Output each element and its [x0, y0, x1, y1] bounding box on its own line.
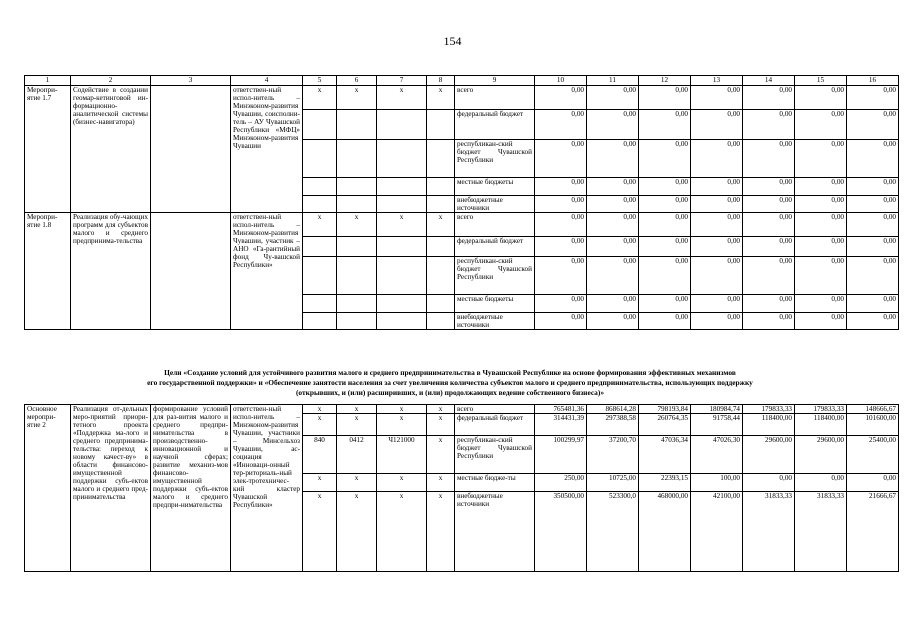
- table-row: [25, 405, 899, 414]
- funding-source: местные бюджеты: [455, 295, 535, 313]
- col-header: 16: [847, 76, 899, 86]
- budget-code-cell: x: [427, 474, 455, 492]
- funding-value: 0,00: [587, 295, 639, 313]
- funding-value: 297388,58: [587, 414, 639, 436]
- funding-value: 0,00: [639, 237, 691, 257]
- funding-value: 0,00: [639, 257, 691, 295]
- funding-value: 100299,97: [535, 436, 587, 474]
- program-table-bottom: [24, 404, 899, 572]
- col-header: 4: [231, 76, 303, 86]
- budget-code-cell: x: [427, 414, 455, 436]
- funding-value: 0,00: [587, 237, 639, 257]
- funding-value: 250,00: [535, 474, 587, 492]
- funding-value: 0,00: [795, 313, 847, 330]
- budget-code-cell: [303, 295, 337, 313]
- funding-value: 350500,00: [535, 492, 587, 572]
- funding-value: 0,00: [847, 110, 899, 140]
- budget-code-cell: x: [303, 414, 337, 436]
- funding-value: 0,00: [535, 178, 587, 196]
- budget-code-cell: [427, 257, 455, 295]
- measure-responsible: ответствен-ный испол-нитель – Минэконом-развития Чувашии, участники – Минсельхоз Чувашии, ас-социация «Инноваци-онный тер-риториаль-ный элек-тротехничес-кий кластер Чувашской Республики»: [231, 405, 303, 572]
- measure-task: [151, 213, 231, 330]
- funding-value: 148666,67: [847, 405, 899, 414]
- funding-value: 0,00: [743, 474, 795, 492]
- funding-value: 0,00: [535, 86, 587, 110]
- funding-value: 0,00: [535, 110, 587, 140]
- funding-value: 0,00: [691, 295, 743, 313]
- measure-name: Основное меропри-ятие 2: [25, 405, 71, 572]
- funding-value: 0,00: [795, 237, 847, 257]
- funding-value: 0,00: [847, 474, 899, 492]
- funding-value: 0,00: [743, 237, 795, 257]
- col-header: 13: [691, 76, 743, 86]
- funding-value: 179833,33: [743, 405, 795, 414]
- budget-code-cell: x: [377, 405, 427, 414]
- funding-value: 0,00: [743, 213, 795, 237]
- budget-code-cell: x: [427, 86, 455, 110]
- goal-line: его государственной поддержки» и «Обеспечение занятости населения за счет увеличения количества субъектов малого и среднего предпринимательства, использующих поддержку: [147, 378, 753, 387]
- budget-code-cell: x: [427, 492, 455, 572]
- budget-code-cell: [337, 295, 377, 313]
- measure-task: [151, 86, 231, 213]
- funding-value: 100,00: [691, 474, 743, 492]
- funding-value: 37200,70: [587, 436, 639, 474]
- funding-source: внебюджетные источники: [455, 313, 535, 330]
- budget-code-cell: [427, 110, 455, 140]
- budget-code-cell: [337, 237, 377, 257]
- funding-value: 0,00: [691, 178, 743, 196]
- funding-value: 0,00: [639, 140, 691, 178]
- funding-value: 0,00: [847, 237, 899, 257]
- budget-code-cell: [377, 178, 427, 196]
- budget-code-cell: [303, 178, 337, 196]
- budget-code-cell: [337, 257, 377, 295]
- budget-code-cell: [427, 237, 455, 257]
- budget-code-cell: x: [303, 492, 337, 572]
- funding-value: 0,00: [847, 295, 899, 313]
- budget-code-cell: x: [427, 405, 455, 414]
- funding-value: 0,00: [691, 140, 743, 178]
- goal-heading: [40, 368, 860, 398]
- funding-source: федеральный бюджет: [455, 237, 535, 257]
- funding-value: 0,00: [691, 86, 743, 110]
- budget-code-cell: [303, 313, 337, 330]
- funding-value: 29600,00: [743, 436, 795, 474]
- funding-source: внебюджетные источники: [455, 492, 535, 572]
- funding-value: 260764,35: [639, 414, 691, 436]
- funding-source: федеральный бюджет: [455, 414, 535, 436]
- measure-description: Содействие в создании геомар-кетинговой ин-формационно-аналитической системы (бизнес-навигатора): [71, 86, 151, 213]
- funding-value: 10725,00: [587, 474, 639, 492]
- funding-value: 468000,00: [639, 492, 691, 572]
- funding-value: 47036,34: [639, 436, 691, 474]
- measure-1-8: [25, 213, 899, 330]
- funding-value: 0,00: [587, 196, 639, 213]
- measure-name: Меропри-ятие 1.7: [25, 86, 71, 213]
- funding-value: 0,00: [587, 110, 639, 140]
- budget-code-cell: [337, 140, 377, 178]
- funding-value: 0,00: [847, 86, 899, 110]
- funding-value: 314431,39: [535, 414, 587, 436]
- budget-code-cell: x: [427, 213, 455, 237]
- funding-value: 31833,33: [743, 492, 795, 572]
- funding-value: 0,00: [587, 257, 639, 295]
- budget-code-cell: x: [377, 86, 427, 110]
- col-header: 14: [743, 76, 795, 86]
- funding-value: 0,00: [587, 140, 639, 178]
- funding-value: 180984,74: [691, 405, 743, 414]
- header-row: [25, 76, 899, 86]
- funding-value: 0,00: [587, 213, 639, 237]
- budget-code-cell: x: [337, 474, 377, 492]
- funding-value: 118400,00: [743, 414, 795, 436]
- funding-value: 42100,00: [691, 492, 743, 572]
- funding-value: 47026,30: [691, 436, 743, 474]
- budget-code-cell: 840: [303, 436, 337, 474]
- budget-code-cell: [377, 295, 427, 313]
- budget-code-cell: x: [337, 213, 377, 237]
- funding-value: 0,00: [847, 178, 899, 196]
- funding-source: всего: [455, 213, 535, 237]
- funding-value: 0,00: [795, 474, 847, 492]
- budget-code-cell: [303, 257, 337, 295]
- col-header: 5: [303, 76, 337, 86]
- funding-value: 0,00: [639, 86, 691, 110]
- col-header: 7: [377, 76, 427, 86]
- funding-value: 0,00: [587, 313, 639, 330]
- funding-value: 0,00: [847, 213, 899, 237]
- table-row: [25, 86, 899, 110]
- budget-code-cell: x: [303, 474, 337, 492]
- col-header: 15: [795, 76, 847, 86]
- funding-value: 179833,33: [795, 405, 847, 414]
- budget-code-cell: x: [303, 405, 337, 414]
- funding-value: 0,00: [795, 257, 847, 295]
- funding-value: 0,00: [535, 237, 587, 257]
- funding-value: 21666,67: [847, 492, 899, 572]
- funding-value: 0,00: [535, 213, 587, 237]
- funding-value: 0,00: [743, 313, 795, 330]
- funding-value: 0,00: [691, 196, 743, 213]
- budget-code-cell: [303, 110, 337, 140]
- budget-code-cell: x: [377, 474, 427, 492]
- budget-code-cell: [377, 257, 427, 295]
- funding-value: 0,00: [795, 213, 847, 237]
- measure-responsible: ответствен-ный испол-нитель – Минэконом-развития Чувашии, участник – АНО «Га-рантийный фонд Чу-вашской Республики»: [231, 213, 303, 330]
- funding-value: 0,00: [587, 86, 639, 110]
- funding-source: республикан-ский бюджет Чувашской Республики: [455, 140, 535, 178]
- budget-code-cell: [427, 178, 455, 196]
- table-row: [25, 213, 899, 237]
- measure-description: Реализация обу-чающих программ для субъектов малого и среднего предпринима-тельства: [71, 213, 151, 330]
- budget-code-cell: [377, 237, 427, 257]
- budget-code-cell: x: [337, 414, 377, 436]
- funding-value: 0,00: [847, 257, 899, 295]
- budget-code-cell: [377, 313, 427, 330]
- funding-value: 0,00: [795, 110, 847, 140]
- measure-task: формирование условий для раз-вития малого и среднего предпри-нимательства в производственно-инновационной и научной сферах; развитие механиз-мов финансово-имущественной поддержки субъ-ектов малого и среднего предпри-нимательства: [151, 405, 231, 572]
- budget-code-cell: [337, 313, 377, 330]
- funding-value: 0,00: [743, 110, 795, 140]
- funding-value: 0,00: [743, 295, 795, 313]
- funding-value: 0,00: [535, 257, 587, 295]
- page-number: 154: [443, 34, 462, 48]
- budget-code-cell: [377, 110, 427, 140]
- funding-value: 0,00: [639, 213, 691, 237]
- funding-value: 0,00: [587, 178, 639, 196]
- col-header: 1: [25, 76, 71, 86]
- budget-code-cell: x: [303, 86, 337, 110]
- funding-value: 0,00: [639, 295, 691, 313]
- funding-value: 0,00: [743, 86, 795, 110]
- budget-code-cell: x: [337, 86, 377, 110]
- budget-code-cell: x: [337, 492, 377, 572]
- measure-description: Реализация от-дельных меро-приятий приори-тетного проекта «Поддержка ма-лого и среднего предпринима-тельства: переход к новому качест-ву» в области финансово-имущественной поддержки субъ-ектов малого и среднего пред-принимательства: [71, 405, 151, 572]
- funding-value: 0,00: [639, 110, 691, 140]
- measure-1-7: [25, 86, 899, 213]
- funding-value: 29600,00: [795, 436, 847, 474]
- funding-value: 118400,00: [795, 414, 847, 436]
- funding-source: местные бюдже-ты: [455, 474, 535, 492]
- budget-code-cell: [427, 196, 455, 213]
- budget-code-cell: x: [377, 414, 427, 436]
- budget-code-cell: [337, 110, 377, 140]
- funding-value: 0,00: [535, 140, 587, 178]
- funding-value: 798193,84: [639, 405, 691, 414]
- budget-code-cell: x: [303, 213, 337, 237]
- funding-source: всего: [455, 86, 535, 110]
- budget-code-cell: [303, 196, 337, 213]
- budget-code-cell: x: [337, 405, 377, 414]
- budget-code-cell: [337, 178, 377, 196]
- budget-code-cell: x: [377, 492, 427, 572]
- funding-value: 0,00: [795, 140, 847, 178]
- funding-value: 0,00: [795, 295, 847, 313]
- budget-code-cell: [427, 313, 455, 330]
- budget-code-cell: [337, 196, 377, 213]
- budget-code-cell: [377, 196, 427, 213]
- funding-value: 0,00: [639, 178, 691, 196]
- col-header: 6: [337, 76, 377, 86]
- funding-value: 868614,28: [587, 405, 639, 414]
- funding-source: местные бюджеты: [455, 178, 535, 196]
- funding-value: 0,00: [795, 196, 847, 213]
- funding-value: 22393,15: [639, 474, 691, 492]
- funding-value: 0,00: [743, 140, 795, 178]
- funding-value: 0,00: [691, 257, 743, 295]
- col-header: 12: [639, 76, 691, 86]
- funding-value: 0,00: [639, 196, 691, 213]
- funding-value: 523300,0: [587, 492, 639, 572]
- funding-value: 0,00: [535, 313, 587, 330]
- goal-line: (открывших, и (или) расширивших, и (или) продолжающих ведение собственного бизнеса)»: [295, 388, 605, 397]
- funding-value: 0,00: [639, 313, 691, 330]
- funding-value: 91758,44: [691, 414, 743, 436]
- funding-value: 101600,00: [847, 414, 899, 436]
- col-header: 9: [455, 76, 535, 86]
- budget-code-cell: Ч121000: [377, 436, 427, 474]
- budget-code-cell: x: [377, 213, 427, 237]
- funding-source: республикан-ский бюджет Чувашской Республики: [455, 436, 535, 474]
- funding-source: республикан-ский бюджет Чувашской Республики: [455, 257, 535, 295]
- budget-code-cell: [303, 140, 337, 178]
- funding-source: всего: [455, 405, 535, 414]
- budget-code-cell: [377, 140, 427, 178]
- col-header: 8: [427, 76, 455, 86]
- funding-value: 0,00: [847, 196, 899, 213]
- funding-value: 31833,33: [795, 492, 847, 572]
- measure-responsible: ответствен-ный испол-нитель – Минэконом-развития Чувашии, соисполни-тель – АУ Чувашской Республики «МФЦ» Минэконом-развития Чувашии: [231, 86, 303, 213]
- budget-code-cell: [303, 237, 337, 257]
- funding-value: 0,00: [847, 140, 899, 178]
- budget-code-cell: 0412: [337, 436, 377, 474]
- funding-source: федеральный бюджет: [455, 110, 535, 140]
- funding-value: 0,00: [691, 237, 743, 257]
- funding-source: внебюджетные источники: [455, 196, 535, 213]
- funding-value: 0,00: [743, 257, 795, 295]
- budget-code-cell: [427, 295, 455, 313]
- funding-value: 25400,00: [847, 436, 899, 474]
- funding-value: 0,00: [795, 86, 847, 110]
- funding-value: 0,00: [691, 213, 743, 237]
- col-header: 2: [71, 76, 151, 86]
- funding-value: 0,00: [743, 196, 795, 213]
- budget-code-cell: [427, 140, 455, 178]
- col-header: 11: [587, 76, 639, 86]
- measure-name: Меропри-ятие 1.8: [25, 213, 71, 330]
- main-measure-2: [25, 405, 899, 572]
- goal-line: Цели «Создание условий для устойчивого развития малого и среднего предпринимательства в Чувашской Республике на основе формирования эффективных механизмов: [164, 368, 736, 377]
- program-table-top: [24, 75, 899, 330]
- funding-value: 0,00: [691, 313, 743, 330]
- funding-value: 0,00: [535, 196, 587, 213]
- col-header: 10: [535, 76, 587, 86]
- funding-value: 765481,36: [535, 405, 587, 414]
- budget-code-cell: x: [427, 436, 455, 474]
- funding-value: 0,00: [691, 110, 743, 140]
- funding-value: 0,00: [795, 178, 847, 196]
- funding-value: 0,00: [743, 178, 795, 196]
- col-header: 3: [151, 76, 231, 86]
- funding-value: 0,00: [535, 295, 587, 313]
- funding-value: 0,00: [847, 313, 899, 330]
